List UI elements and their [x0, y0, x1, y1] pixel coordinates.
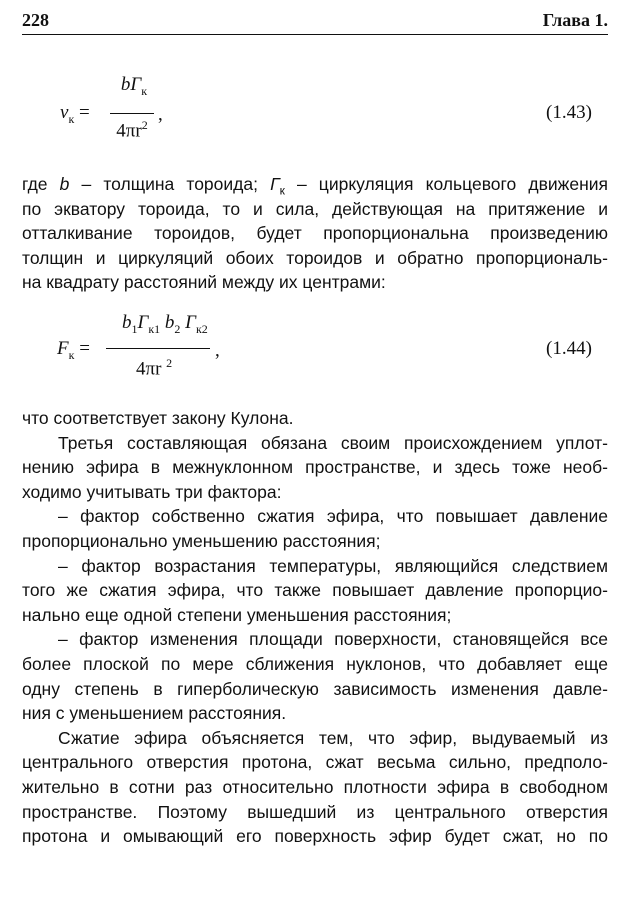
fraction-bar — [106, 348, 210, 349]
page-header — [22, 6, 608, 35]
text-line: по экватору тороида, то и сила, действующая на притяжение и — [22, 198, 608, 219]
text-line: пропорционально уменьшению расстояния; — [22, 530, 381, 551]
text-line: на квадрату расстояний между их центрами: — [22, 272, 386, 293]
equation-number: (1.43) — [546, 102, 592, 123]
body-text — [22, 406, 608, 849]
chapter-title: Глава 1. — [542, 10, 608, 30]
formula-lhs: $F_к$ = — [57, 338, 90, 362]
text-line: пространстве. Поэтому вышедший из центрального отверстия — [22, 801, 608, 822]
formula-denominator: 4πr $^2$ — [136, 356, 173, 380]
paragraph-toroid — [22, 172, 608, 295]
text-line: нению эфира в межнуклонном пространстве, и здесь тоже необ- — [22, 457, 608, 478]
text-line: протона и омывающий его поверхность эфир будет сжат, но по — [22, 826, 608, 847]
text-line: жительно в сотни раз относительно плотности эфира в свободном — [22, 776, 608, 797]
page-number: 228 — [22, 10, 49, 30]
formula-lhs: $v_к$ = — [60, 102, 90, 126]
formula-comma: , — [158, 104, 163, 125]
text-line: более плоской по мере сближения нуклонов, что добавляет еще — [22, 653, 608, 674]
formula-numerator: $b_1Г_{к1}$ $b_2$ $Г_{к2}$ — [122, 312, 208, 336]
formula-comma: , — [215, 340, 220, 361]
text-line: – фактор изменения площади поверхности, становящейся все — [58, 629, 608, 650]
text-line: центрального отверстия протона, сжат весьма сильно, предполо- — [22, 752, 608, 773]
text-line: нально еще одной степени уменьшения расстояния; — [22, 604, 452, 625]
text-line: того же сжатия эфира, что также повышает давление пропорцио- — [22, 580, 608, 601]
formula-denominator: $4\pi r^2$ — [116, 118, 148, 142]
fraction-bar — [110, 113, 154, 114]
text-line: где b – толщина тороида; $Г_к$ – циркуляция кольцевого движения — [22, 174, 609, 198]
text-line: Сжатие эфира объясняется тем, что эфир, выдуваемый из — [58, 727, 608, 748]
equation-number: (1.44) — [546, 338, 592, 359]
text-line: что соответствует закону Кулона. — [22, 408, 294, 428]
text-line: – фактор возрастания температуры, являющийся следствием — [58, 555, 608, 576]
text-line: ходимо учитывать три фактора: — [22, 481, 282, 502]
text-line: Третья составляющая обязана своим происхождением уплот- — [58, 432, 608, 453]
text-line: одну степень в гиперболическую зависимость изменения давле- — [22, 678, 608, 699]
text-line: отталкивание тороидов, будет пропорциональна произведению — [22, 223, 608, 244]
text-line: – фактор собственно сжатия эфира, что повышает давление — [58, 506, 608, 527]
text-line: толщин и циркуляций обоих тороидов и обратно пропорциональ- — [22, 247, 608, 268]
formula-numerator: $bГ_к$ — [120, 74, 148, 98]
text-line: ния с уменьшением расстояния. — [22, 703, 287, 724]
